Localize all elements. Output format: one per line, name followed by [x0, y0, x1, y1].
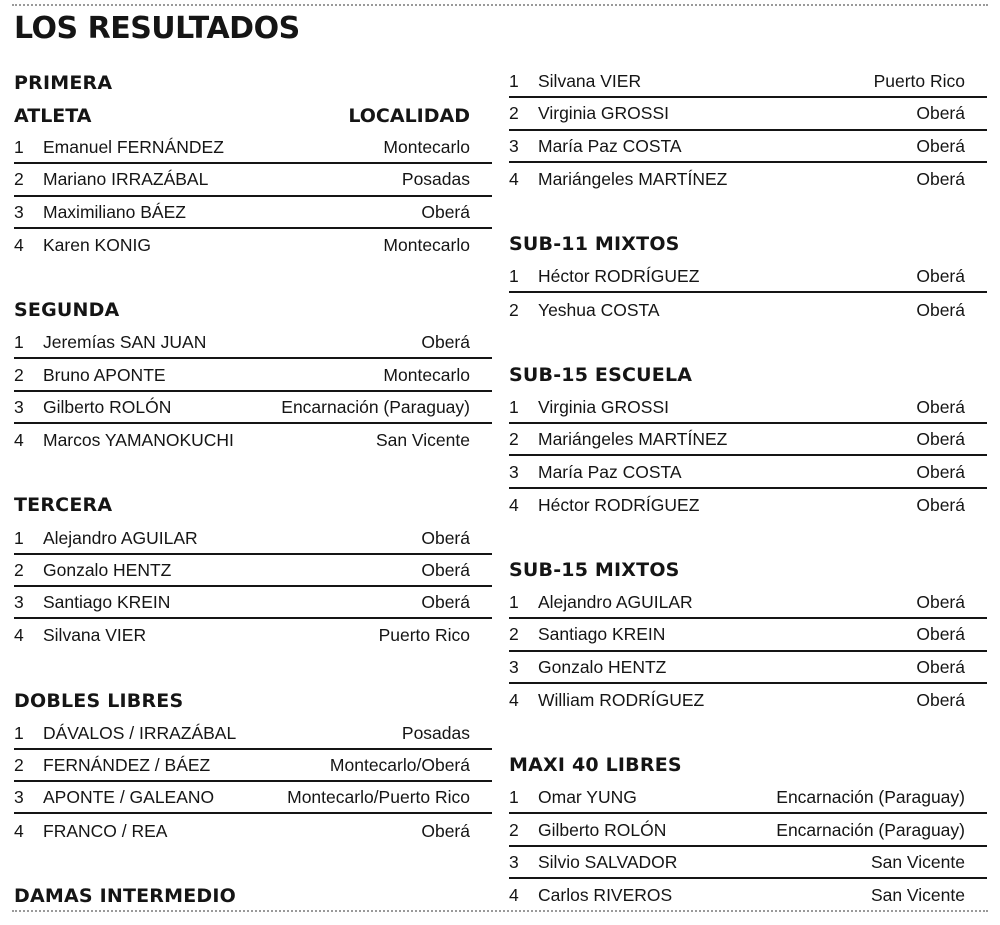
- athlete-name: Mariano IRRAZÁBAL: [43, 169, 209, 190]
- result-row: [14, 555, 492, 587]
- athlete-name: Emanuel FERNÁNDEZ: [43, 137, 224, 158]
- athlete-name: William RODRÍGUEZ: [538, 690, 705, 710]
- result-row: [509, 66, 987, 98]
- athlete-location: Oberá: [421, 201, 470, 222]
- result-row: [14, 424, 492, 456]
- result-position: 1: [509, 71, 519, 92]
- result-row: [509, 293, 987, 325]
- result-position: 4: [509, 690, 519, 710]
- result-row: [509, 684, 987, 716]
- category-section: [509, 358, 987, 521]
- athlete-name: María Paz COSTA: [538, 461, 682, 482]
- athlete-location: Oberá: [916, 169, 965, 190]
- result-position: 3: [509, 656, 519, 677]
- result-row: [14, 132, 492, 164]
- result-position: 3: [509, 851, 519, 872]
- category-section: [14, 293, 492, 456]
- athlete-location: Montecarlo: [383, 364, 470, 385]
- right-column: [509, 66, 987, 911]
- result-position: 1: [509, 396, 519, 417]
- result-position: 2: [14, 364, 24, 385]
- athlete-location: Encarnación (Paraguay): [281, 396, 470, 417]
- top-dotted-rule: [12, 4, 988, 6]
- athlete-name: Gilberto ROLÓN: [538, 819, 667, 840]
- result-position: 4: [509, 169, 519, 190]
- athlete-location: Oberá: [916, 103, 965, 124]
- result-row: [509, 98, 987, 130]
- athlete-name: Héctor RODRÍGUEZ: [538, 266, 700, 287]
- category-heading: SUB-15 MIXTOS: [509, 558, 680, 581]
- athlete-name: Silvana VIER: [43, 625, 147, 646]
- athlete-name: Mariángeles MARTÍNEZ: [538, 429, 728, 450]
- athlete-location: Oberá: [916, 690, 965, 710]
- category-heading: DOBLES LIBRES: [14, 689, 184, 712]
- result-position: 1: [14, 527, 24, 548]
- result-position: 2: [509, 819, 519, 840]
- category-section: [509, 227, 987, 326]
- result-row: [14, 782, 492, 814]
- result-position: 4: [509, 885, 519, 906]
- result-position: 4: [14, 235, 24, 256]
- athlete-location: Oberá: [916, 592, 965, 613]
- athlete-location: Posadas: [401, 722, 470, 743]
- athlete-name: Alejandro AGUILAR: [538, 592, 693, 613]
- athlete-name: Silvana VIER: [538, 71, 642, 92]
- athlete-location: San Vicente: [870, 851, 965, 872]
- athlete-location: Oberá: [916, 429, 965, 450]
- athlete-location: Oberá: [421, 592, 470, 613]
- result-row: [14, 359, 492, 391]
- athlete-name: Gonzalo HENTZ: [43, 559, 172, 580]
- result-position: 2: [14, 559, 24, 580]
- result-position: 4: [509, 494, 519, 515]
- result-row: [509, 619, 987, 651]
- athlete-name: Mariángeles MARTÍNEZ: [538, 169, 728, 190]
- result-position: 1: [14, 722, 24, 743]
- category-section: [14, 66, 492, 261]
- athlete-location: Montecarlo: [383, 137, 470, 158]
- category-heading: SUB-11 MIXTOS: [509, 233, 680, 256]
- result-row: [509, 163, 987, 195]
- athlete-location: Oberá: [916, 494, 965, 515]
- result-position: 3: [14, 592, 24, 613]
- result-row: [14, 814, 492, 846]
- result-row: [509, 847, 987, 879]
- athlete-name: Carlos RIVEROS: [538, 885, 673, 906]
- result-row: [509, 587, 987, 619]
- result-row: [509, 261, 987, 293]
- result-row: [509, 652, 987, 684]
- result-position: 4: [14, 625, 24, 646]
- section-spacer: [509, 716, 987, 748]
- athlete-location: Oberá: [916, 624, 965, 645]
- section-spacer: [14, 847, 492, 879]
- result-row: [509, 814, 987, 846]
- athlete-location: Oberá: [916, 461, 965, 482]
- athlete-location: Oberá: [916, 299, 965, 320]
- result-position: 2: [509, 429, 519, 450]
- result-row: [509, 456, 987, 488]
- result-row: [509, 131, 987, 163]
- category-section: [509, 66, 987, 195]
- result-position: 3: [14, 396, 24, 417]
- section-spacer: [14, 652, 492, 684]
- athlete-name: Maximiliano BÁEZ: [43, 201, 186, 222]
- result-position: 2: [14, 755, 24, 776]
- athlete-name: Jeremías SAN JUAN: [43, 332, 207, 353]
- result-row: [14, 164, 492, 196]
- athlete-location: Montecarlo/Puerto Rico: [287, 787, 470, 808]
- athlete-name: Santiago KREIN: [43, 592, 171, 613]
- result-row: [14, 522, 492, 554]
- category-section: [14, 684, 492, 847]
- athlete-name: FRANCO / REA: [43, 820, 168, 841]
- athlete-location: Encarnación (Paraguay): [776, 819, 965, 840]
- result-position: 1: [14, 137, 24, 158]
- athlete-location: Montecarlo: [383, 235, 470, 256]
- athlete-name: Alejandro AGUILAR: [43, 527, 198, 548]
- result-row: [14, 229, 492, 261]
- result-position: 3: [509, 135, 519, 156]
- athlete-name: Héctor RODRÍGUEZ: [538, 494, 700, 515]
- athlete-location: San Vicente: [375, 430, 470, 451]
- athlete-location: Oberá: [916, 396, 965, 417]
- result-position: 4: [14, 430, 24, 451]
- category-heading: PRIMERA: [14, 72, 113, 94]
- athlete-name: FERNÁNDEZ / BÁEZ: [43, 755, 211, 776]
- category-section: [509, 553, 987, 716]
- result-position: 2: [509, 103, 519, 124]
- result-position: 1: [509, 266, 519, 287]
- athlete-name: Santiago KREIN: [538, 624, 666, 645]
- result-row: [14, 327, 492, 359]
- athlete-name: Virginia GROSSI: [538, 103, 669, 124]
- athlete-name: Gonzalo HENTZ: [538, 656, 667, 677]
- left-column: [14, 66, 492, 913]
- category-section: [509, 748, 987, 911]
- result-position: 3: [509, 461, 519, 482]
- result-row: [14, 619, 492, 651]
- athlete-location: Puerto Rico: [378, 625, 470, 646]
- result-row: [14, 392, 492, 424]
- athlete-name: María Paz COSTA: [538, 135, 682, 156]
- section-spacer: [509, 521, 987, 553]
- athlete-name: Bruno APONTE: [43, 364, 166, 385]
- athlete-name: Virginia GROSSI: [538, 396, 669, 417]
- athlete-column-header: ATLETA: [14, 105, 92, 127]
- athlete-location: Puerto Rico: [873, 71, 965, 92]
- athlete-location: Posadas: [401, 169, 470, 190]
- result-position: 1: [509, 592, 519, 613]
- location-column-header: LOCALIDAD: [348, 105, 470, 127]
- result-row: [509, 392, 987, 424]
- result-position: 3: [14, 201, 24, 222]
- result-row: [14, 587, 492, 619]
- page-title: LOS RESULTADOS: [14, 11, 300, 46]
- athlete-location: Oberá: [421, 820, 470, 841]
- result-row: [14, 718, 492, 750]
- athlete-location: Oberá: [421, 527, 470, 548]
- athlete-location: Montecarlo/Oberá: [329, 755, 470, 776]
- athlete-name: Silvio SALVADOR: [538, 851, 678, 872]
- result-position: 4: [14, 820, 24, 841]
- athlete-location: Encarnación (Paraguay): [776, 787, 965, 808]
- category-heading: SEGUNDA: [14, 299, 120, 322]
- result-row: [509, 879, 987, 911]
- category-heading: MAXI 40 LIBRES: [509, 754, 682, 777]
- athlete-location: Oberá: [916, 135, 965, 156]
- result-position: 1: [14, 332, 24, 353]
- section-spacer: [509, 326, 987, 358]
- result-row: [14, 750, 492, 782]
- athlete-location: Oberá: [421, 332, 470, 353]
- result-row: [509, 782, 987, 814]
- athlete-name: Karen KONIG: [43, 235, 151, 256]
- athlete-name: Marcos YAMANOKUCHI: [43, 430, 234, 451]
- athlete-name: Omar YUNG: [538, 787, 637, 808]
- athlete-name: DÁVALOS / IRRAZÁBAL: [43, 722, 237, 743]
- result-position: 2: [14, 169, 24, 190]
- section-spacer: [509, 195, 987, 227]
- category-heading: SUB-15 ESCUELA: [509, 363, 693, 386]
- column-header-row: [14, 100, 492, 132]
- athlete-location: Oberá: [421, 559, 470, 580]
- result-position: 3: [14, 787, 24, 808]
- bottom-dotted-rule: [12, 910, 988, 912]
- result-row: [509, 489, 987, 521]
- athlete-name: APONTE / GALEANO: [43, 787, 215, 808]
- category-section: [14, 879, 492, 913]
- category-heading: TERCERA: [14, 494, 113, 517]
- athlete-name: Yeshua COSTA: [538, 299, 660, 320]
- result-position: 2: [509, 299, 519, 320]
- athlete-location: Oberá: [916, 656, 965, 677]
- athlete-location: San Vicente: [870, 885, 965, 906]
- section-spacer: [14, 456, 492, 488]
- athlete-name: Gilberto ROLÓN: [43, 396, 172, 417]
- category-heading: DAMAS INTERMEDIO: [14, 884, 237, 907]
- result-position: 1: [509, 787, 519, 808]
- section-spacer: [14, 261, 492, 293]
- result-row: [509, 424, 987, 456]
- athlete-location: Oberá: [916, 266, 965, 287]
- result-position: 2: [509, 624, 519, 645]
- category-section: [14, 488, 492, 651]
- result-row: [14, 197, 492, 229]
